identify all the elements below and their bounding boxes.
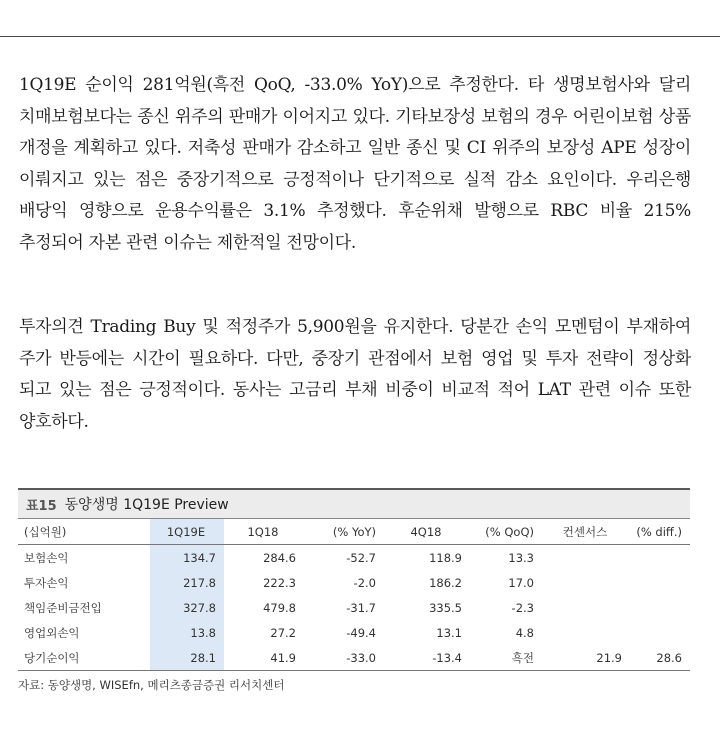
cell-consensus: 21.9 [542,645,630,671]
top-divider [0,36,720,37]
cell-1q19e: 217.8 [150,570,224,595]
cell-qoq: -2.3 [511,600,534,615]
cell-1q18: 27.2 [270,625,296,640]
cell-1q19e: 327.8 [150,595,224,620]
table-title: 동양생명 1Q19E Preview [64,497,229,513]
cell-diff [630,570,690,595]
cell-yoy: -52.7 [346,550,376,565]
table-source-note: 자료: 동양생명, WISEfn, 메리츠종금증권 리서치센터 [18,678,285,692]
cell-4q18: 186.2 [429,575,462,590]
table-row [18,620,690,645]
table-row [18,595,690,620]
cell-consensus [542,620,630,645]
cell-1q18: 41.9 [224,645,304,671]
cell-consensus [542,595,630,620]
cell-yoy: -2.0 [353,575,376,590]
cell-1q19e: 28.1 [150,645,224,671]
row-label: 보험손익 [24,550,69,565]
row-label: 투자손익 [24,575,69,590]
cell-4q18: 118.9 [429,550,462,565]
table-label: 표15 [26,498,57,514]
row-label: 영업외손익 [24,625,80,640]
col-header-unit: (십억원) [18,519,150,545]
table-row [18,570,690,595]
cell-consensus [542,570,630,595]
cell-1q18: 479.8 [263,600,296,615]
cell-4q18: 13.1 [436,625,462,640]
paragraph-earnings: 1Q19E 순이익 281억원(흑전 QoQ, -33.0% YoY)으로 추정한다. 타 생명보험사와 달리 치매보험보다는 종신 위주의 판매가 이어지고 있다. 기타보장성 보험의 경우 어린이보험 상품 개정을 계획하고 있다. 저축성 판매가 감소하고 일반 종신 및 CI 위주의 보장성 APE 성장이 이뤄지고 있는 점은 중장기적으로 긍정적이나 단기적으로 실적 감소 요인이다. 우리은행 배당익 영향으로 운용수익률은 3.1% 추정했다. 후순위채 발행으로 RBC 비율 215% 추정되어 자본 관련 이슈는 제한적일 전망이다. [19,75,691,253]
preview-table [18,518,690,671]
col-header-yoy: (% YoY) [304,519,384,545]
col-header-diff: (% diff.) [630,519,690,545]
col-header-qoq: (% QoQ) [470,519,542,545]
col-header-1q19e: 1Q19E [150,519,224,545]
row-label: 당기순이익 [18,645,150,671]
cell-yoy: -49.4 [346,625,376,640]
cell-1q19e: 134.7 [150,545,224,571]
cell-yoy: -33.0 [304,645,384,671]
cell-qoq: 13.3 [508,550,534,565]
col-header-4q18: 4Q18 [384,519,470,545]
table-row [18,545,690,571]
cell-yoy: -31.7 [346,600,376,615]
cell-1q18: 222.3 [263,575,296,590]
cell-1q19e: 13.8 [150,620,224,645]
col-header-consensus: 컨센서스 [542,519,630,545]
cell-qoq: 17.0 [508,575,534,590]
cell-consensus [542,545,630,571]
cell-diff [630,545,690,571]
cell-4q18: -13.4 [384,645,470,671]
table-title-bar [18,488,690,518]
table-row [18,645,690,671]
preview-table-section [18,488,690,693]
cell-qoq: 흑전 [470,645,542,671]
table-header-row [18,519,690,545]
paragraph-investment-opinion: 투자의견 Trading Buy 및 적정주가 5,900원을 유지한다. 당분간 손익 모멘텀이 부재하여 주가 반등에는 시간이 필요하다. 다만, 중장기 관점에서 보험 영업 및 투자 전략이 정상화 되고 있는 점은 긍정적이다. 동사는 고금리 부채 비중이 비교적 적어 LAT 관련 이슈 또한 양호하다. [19,317,691,432]
cell-diff [630,595,690,620]
row-label: 책임준비금전입 [24,600,102,615]
cell-qoq: 4.8 [515,625,534,640]
cell-diff [630,620,690,645]
cell-diff: 28.6 [630,645,690,671]
cell-1q18: 284.6 [263,550,296,565]
cell-4q18: 335.5 [429,600,462,615]
col-header-1q18: 1Q18 [224,519,304,545]
